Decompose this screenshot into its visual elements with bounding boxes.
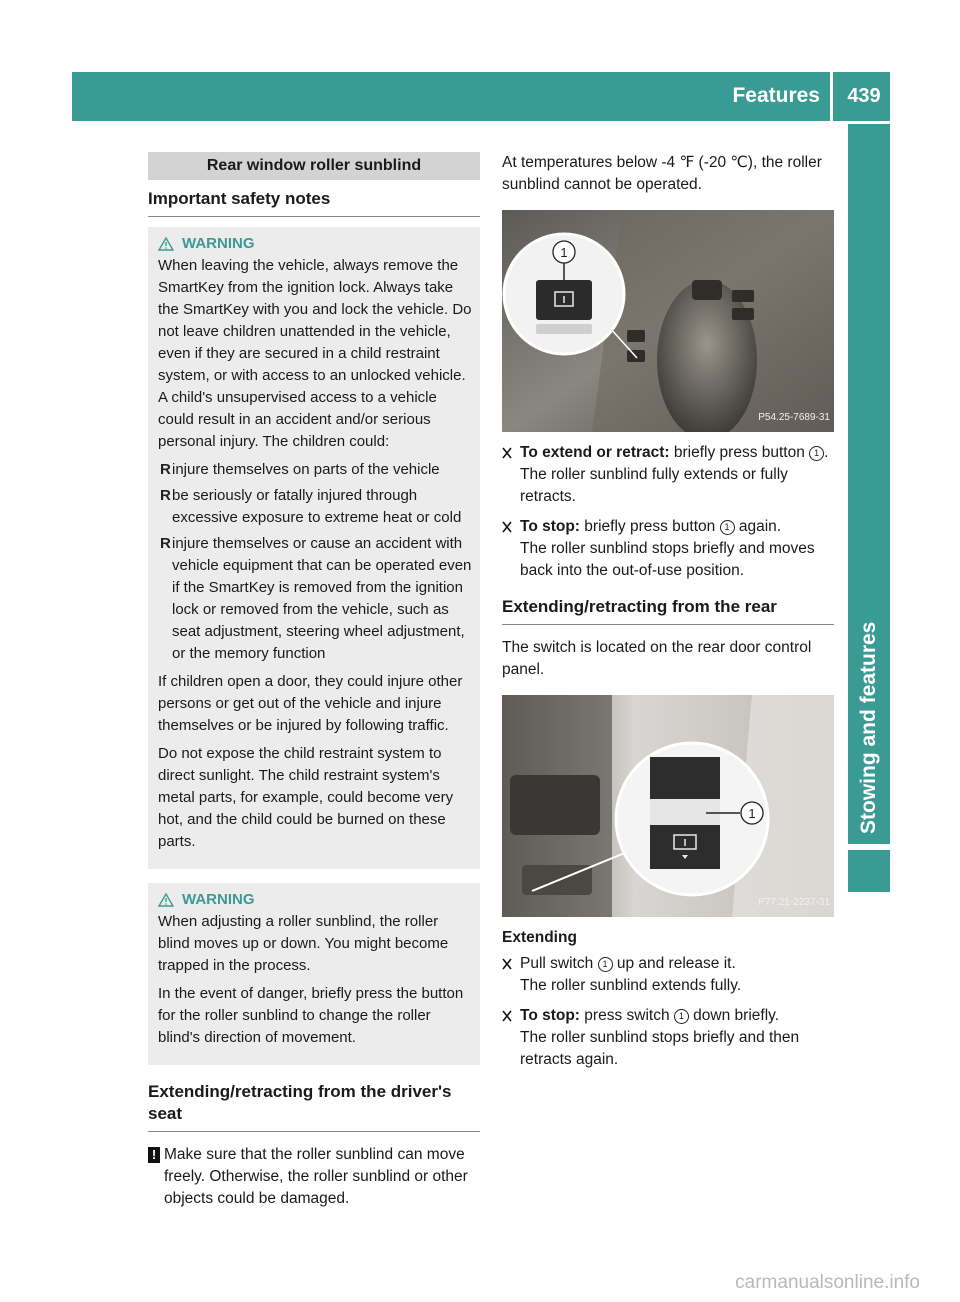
photo-center-console	[502, 210, 834, 432]
list-item: R injure themselves or cause an accident with vehicle equipment that can be operated even if the SmartKey is removed from the ignition lock or removed from the vehicle, such as seat adjustment, steering wheel adjustment, or the memory function	[160, 535, 472, 662]
rear-subheading: Extending/retracting from the rear	[502, 590, 834, 625]
header-divider	[830, 72, 833, 121]
extending-heading: Extending	[502, 929, 577, 946]
exclamation-icon: !	[148, 1147, 160, 1163]
warning-text: Do not expose the child restraint system to direct sunlight. The child restraint system's metal parts, for example, could become very hot, and the child could be burned on these parts.	[158, 745, 454, 850]
arrow-icon	[502, 447, 512, 459]
caution-note: ! Make sure that the roller sunblind can move freely. Otherwise, the roller sunblind or other objects could be damaged.	[148, 1144, 480, 1210]
watermark-url[interactable]: carmanualsonline.info	[735, 1272, 920, 1293]
callout-icon: 1	[809, 446, 824, 461]
warning-text: When leaving the vehicle, always remove the SmartKey from the ignition lock. Always take the SmartKey with you and lock the vehicle. Do not leave children unattended in the vehicle, even if they are secured in a child restraint system, or with access to an unlocked vehicle. A child's unsupervised access to a vehicle could result in an accident and/or serious personal injury. The children could:	[158, 257, 472, 450]
callout-icon: 1	[720, 520, 735, 535]
safety-subheading: Important safety notes	[148, 180, 480, 217]
step-extend-retract: To extend or retract: briefly press button 1 . The roller sunblind fully extends or fully retracts.	[502, 442, 834, 508]
callout-icon: 1	[674, 1009, 689, 1024]
warning-bullets	[158, 459, 472, 665]
callout-icon: 1	[598, 957, 613, 972]
callout-1: 1	[748, 806, 756, 821]
warning-box-1	[148, 227, 480, 869]
warning-title: WARNING	[158, 233, 472, 255]
arrow-icon	[502, 958, 512, 970]
page-number: 439	[847, 85, 881, 107]
rear-intro: The switch is located on the rear door control panel.	[502, 639, 812, 678]
warning-triangle-icon	[158, 893, 174, 907]
list-item: R injure themselves on parts of the vehicle	[160, 461, 440, 478]
photo-rear-door	[502, 695, 834, 917]
step-stop-rear: To stop: press switch 1 down briefly. The roller sunblind stops briefly and then retracts again.	[502, 1005, 834, 1071]
warning-triangle-icon	[158, 237, 174, 251]
arrow-icon	[502, 1010, 512, 1022]
photo-code: P77.21-2237-31	[758, 897, 830, 908]
step-pull-switch: Pull switch 1 up and release it. The roller sunblind extends fully.	[502, 953, 834, 997]
warning-text: When adjusting a roller sunblind, the roller blind moves up or down. You might become trapped in the process.	[158, 913, 449, 974]
chapter-tab-label: Stowing and features	[857, 621, 880, 834]
arrow-icon	[502, 521, 512, 533]
list-item: R be seriously or fatally injured through excessive exposure to extreme heat or cold	[160, 487, 462, 526]
warning-text: If children open a door, they could injure other persons or get out of the vehicle and injure themselves or be injured by following traffic.	[158, 673, 463, 734]
warning-title: WARNING	[158, 889, 472, 911]
warning-text: In the event of danger, briefly press the button for the roller sunblind to change the roller blind's direction of movement.	[158, 985, 464, 1046]
chapter-tab-marker	[848, 850, 890, 892]
photo-code: P54.25-7689-31	[758, 412, 830, 423]
driver-subheading: Extending/retracting from the driver's seat	[148, 1065, 480, 1132]
step-stop: To stop: briefly press button 1 again. The roller sunblind stops briefly and moves back into the out-of-use position.	[502, 516, 834, 582]
left-column	[148, 152, 480, 1210]
temperature-note: At temperatures below -4 ℉ (-20 ℃), the roller sunblind cannot be operated.	[502, 154, 822, 193]
warning-box-2	[148, 883, 480, 1065]
section-heading: Rear window roller sunblind	[148, 152, 480, 180]
right-column	[502, 152, 834, 1079]
callout-1: 1	[560, 245, 568, 260]
section-title: Features	[732, 84, 820, 107]
